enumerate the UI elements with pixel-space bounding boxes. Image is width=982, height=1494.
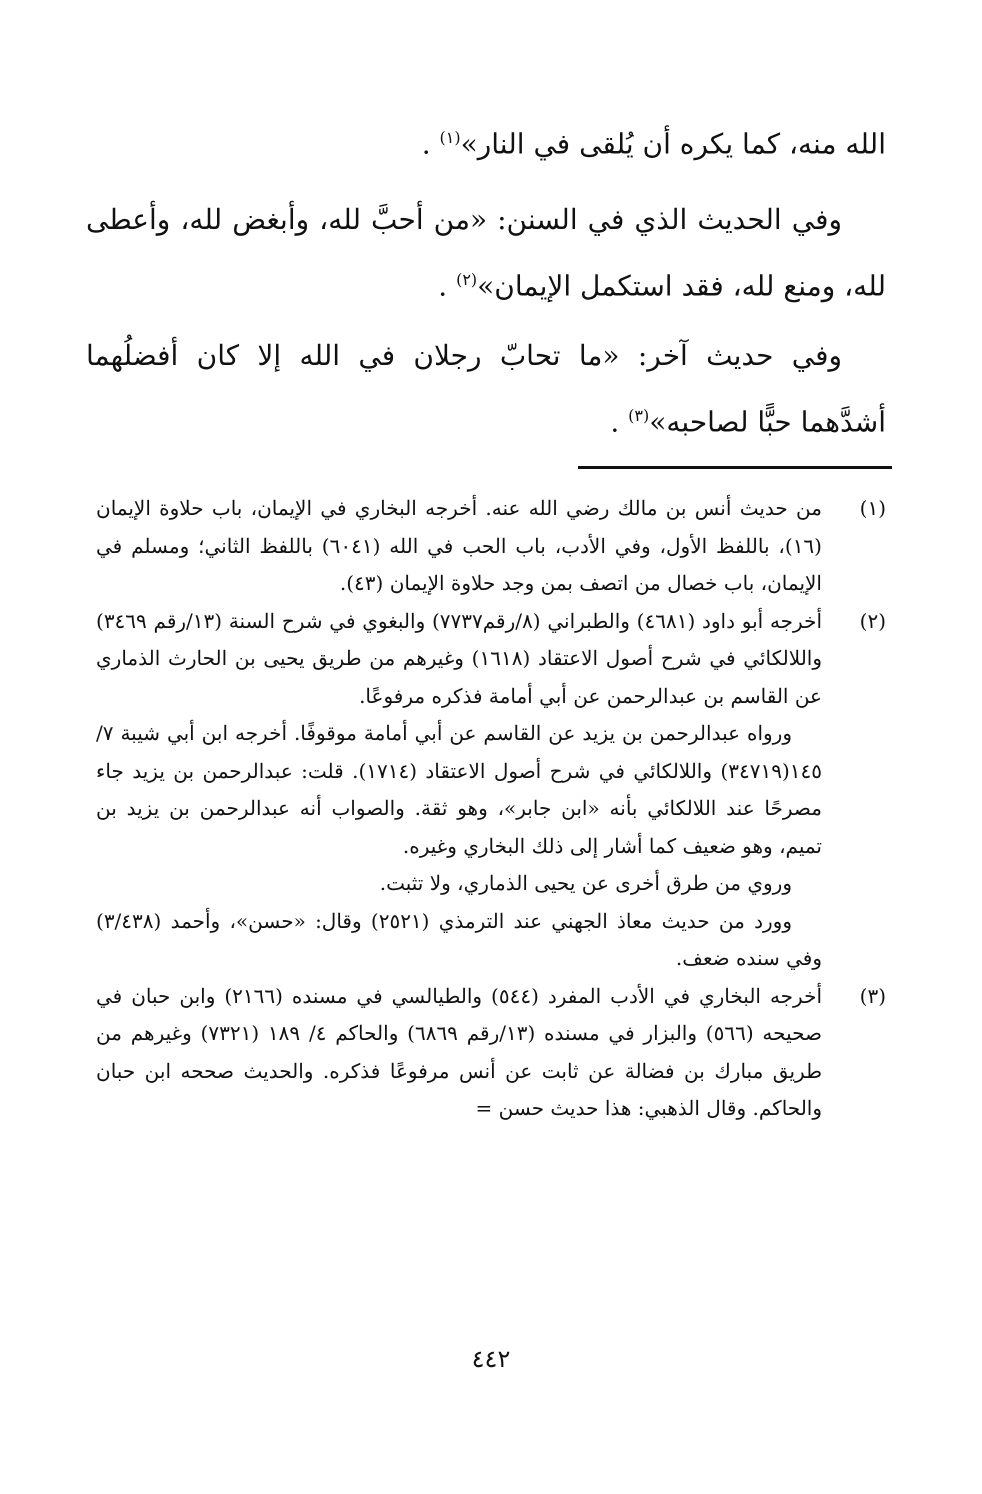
main-paragraph-3 <box>86 326 886 468</box>
footnote-3-text: أخرجه البخاري في الأدب المفرد (٥٤٤) والطيالسي في مسنده (٢١٦٦) وابن حبان في صحيحه (٥٦٦) والبزار في مسنده (١٣/رقم ٦٨٦٩) والحاكم ٤/ ١٨٩ (٧٣٢١) وغيرهم من طريق مبارك بن فضالة عن ثابت عن أنس مرفوعًا فذكره. والحديث صححه ابن حبان والحاكم. وقال الذهبي: هذا حديث حسن = <box>96 983 822 1120</box>
footnote-ref-3[interactable]: (٣) <box>628 406 650 425</box>
main-text-3: وفي حديث آخر: «ما تحابّ رجلان في الله إلا كان أفضلُهما أشدَّهما حبًّا لصاحبه» <box>86 339 886 439</box>
footnotes <box>96 490 886 1128</box>
main-text-2: وفي الحديث الذي في السنن: «من أحبَّ لله، وأبغض لله، وأعطى لله، ومنع لله، فقد استكمل الإيمان» <box>86 203 886 303</box>
footnote-2-text: أخرجه أبو داود (٤٦٨١) والطبراني (٨/رقم٧٧٣٧) والبغوي في شرح السنة (١٣/رقم ٣٤٦٩) واللالكائي في شرح أصول الاعتقاد (١٦١٨) وغيرهم من طريق يحيى بن الحارث الذماري عن القاسم بن عبدالرحمن عن أبي أمامة فذكره مرفوعًا. <box>96 608 823 708</box>
footnote-ref-2[interactable]: (٢) <box>456 270 478 289</box>
footnote-2-continuation-1: ورواه عبدالرحمن بن يزيد عن القاسم عن أبي أمامة موقوفًا. أخرجه ابن أبي شيبة ٧/ ١٤٥(٣٤٧١٩) واللالكائي في شرح أصول الاعتقاد (١٧١٤). قلت: عبدالرحمن بن يزيد جاء مصرحًا عند اللالكائي بأنه «ابن جابر»، وهو ثقة. والصواب أنه عبدالرحمن بن يزيد بن تميم، وهو ضعيف كما أشار إلى ذلك البخاري وغيره. <box>96 721 822 858</box>
main-text-2-end: . <box>438 269 448 303</box>
footnote-1-text: من حديث أنس بن مالك رضي الله عنه. أخرجه البخاري في الإيمان، باب حلاوة الإيمان (١٦)، باللفظ الأول، وفي الأدب، باب الحب في الله (٦٠٤١) باللفظ الثاني؛ ومسلم في الإيمان، باب خصال من اتصف بمن وجد حلاوة الإيمان (٤٣). <box>96 496 822 595</box>
footnote-2-continuation-3: وورد من حديث معاذ الجهني عند الترمذي (٢٥٢١) وقال: «حسن»، وأحمد (٣/٤٣٨) وفي سنده ضعف. <box>96 908 822 970</box>
footnote-3-number: (٣) <box>859 983 886 1008</box>
footnote-2-continuation-2: وروي من طرق أخرى عن يحيى الذماري، ولا تثبت. <box>379 871 792 895</box>
main-text-1: الله منه، كما يكره أن يُلقى في النار» <box>460 127 886 161</box>
main-text-1-end: . <box>421 127 431 161</box>
footnote-2 <box>96 603 886 716</box>
main-text-3-end: . <box>610 405 620 439</box>
footnote-separator <box>578 466 892 469</box>
main-paragraph-2 <box>86 190 886 332</box>
main-paragraph-1 <box>86 108 886 190</box>
footnote-1 <box>96 490 886 603</box>
page-number: ٤٤٢ <box>471 1345 511 1373</box>
footnote-1-number: (١) <box>859 496 886 520</box>
footnote-ref-1[interactable]: (١) <box>439 128 461 147</box>
footnote-2-number: (٢) <box>859 608 886 633</box>
footnote-3 <box>96 978 886 1128</box>
